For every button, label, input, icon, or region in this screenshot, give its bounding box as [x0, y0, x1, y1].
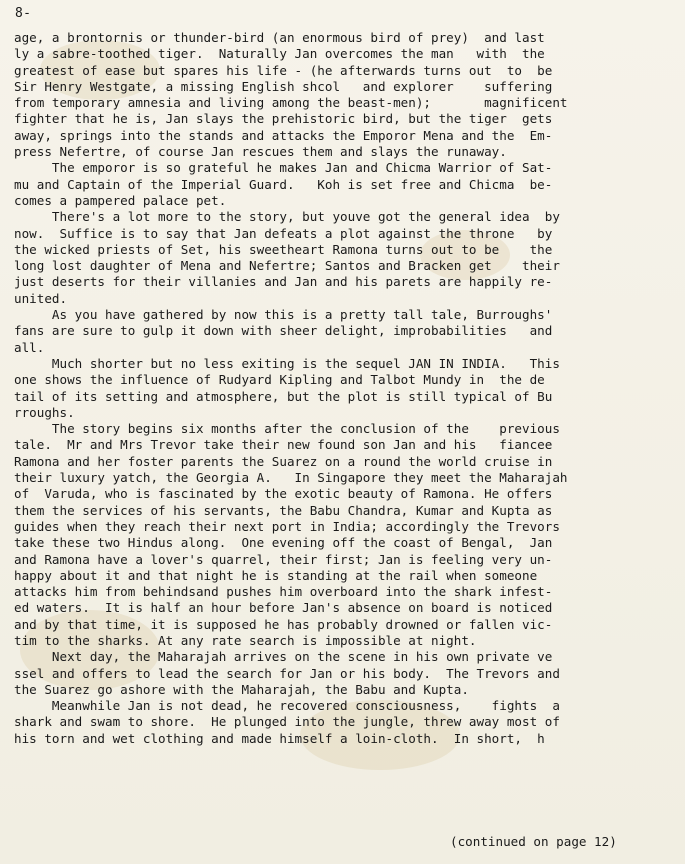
text-line: guides when they reach their next port in India; accordingly the Trevors	[14, 518, 560, 534]
text-line: Much shorter but no less exiting is the sequel JAN IN INDIA. This	[14, 355, 560, 371]
text-line: take these two Hindus along. One evening off the coast of Bengal, Jan	[14, 535, 553, 551]
text-line: of Varuda, who is fascinated by the exotic beauty of Ramona. He offers	[14, 486, 553, 502]
text-line: tale. Mr and Mrs Trevor take their new found son Jan and his fiancee	[14, 437, 553, 453]
text-line: There's a lot more to the story, but youve got the general idea by	[14, 209, 560, 225]
text-line: Ramona and her foster parents the Suarez on a round the world cruise in	[14, 453, 553, 469]
text-line: comes a pampered palace pet.	[14, 192, 227, 208]
text-line: from temporary amnesia and living among the beast-men); magnificent	[14, 95, 568, 111]
text-line: age, a brontornis or thunder-bird (an enormous bird of prey) and last	[14, 30, 545, 45]
text-line: attacks him from behindsand pushes him overboard into the shark infest-	[14, 584, 553, 600]
text-line: the Suarez go ashore with the Maharajah, the Babu and Kupta.	[14, 681, 469, 697]
text-line: Next day, the Maharajah arrives on the scene in his own private ve	[14, 649, 553, 665]
text-line: tim to the sharks. At any rate search is impossible at night.	[14, 632, 477, 648]
text-line: The story begins six months after the conclusion of the previous	[14, 421, 560, 437]
text-line: Meanwhile Jan is not dead, he recovered consciousness, fights a	[14, 698, 560, 714]
text-line: The emporor is so grateful he makes Jan and Chicma Warrior of Sat-	[14, 160, 553, 176]
text-line: them the services of his servants, the Babu Chandra, Kumar and Kupta as	[14, 502, 553, 518]
text-line: happy about it and that night he is standing at the rail when someone	[14, 567, 538, 583]
text-line: and by that time, it is supposed he has probably drowned or fallen vic-	[14, 616, 553, 632]
text-line: rroughs.	[14, 404, 75, 420]
text-line: all.	[14, 339, 45, 355]
continued-note: (continued on page 12)	[450, 834, 617, 849]
text-line: and Ramona have a lover's quarrel, their first; Jan is feeling very un-	[14, 551, 553, 567]
text-line: now. Suffice is to say that Jan defeats a plot against the throne by	[14, 225, 553, 241]
text-line: fighter that he is, Jan slays the prehistoric bird, but the tiger gets	[14, 111, 553, 127]
text-line: mu and Captain of the Imperial Guard. Koh is set free and Chicma be-	[14, 176, 553, 192]
text-line: their luxury yatch, the Georgia A. In Singapore they meet the Maharajah	[14, 470, 568, 486]
page-number: 8-	[15, 6, 32, 21]
text-line: united.	[14, 290, 68, 306]
text-line: Sir Henry Westgate, a missing English shcol and explorer suffering	[14, 78, 553, 94]
text-line: the wicked priests of Set, his sweetheart Ramona turns out to be the	[14, 241, 553, 257]
text-line: fans are sure to gulp it down with sheer delight, improbabilities and	[14, 323, 553, 339]
text-line: ssel and offers to lead the search for Jan or his body. The Trevors and	[14, 665, 560, 681]
text-line: long lost daughter of Mena and Nefertre; Santos and Bracken get their	[14, 258, 560, 274]
text-line: away, springs into the stands and attacks the Emporor Mena and the Em-	[14, 127, 553, 143]
text-line: tail of its setting and atmosphere, but the plot is still typical of Bu	[14, 388, 553, 404]
text-line: shark and swam to shore. He plunged into the jungle, threw away most of	[14, 714, 560, 730]
text-line: greatest of ease but spares his life - (he afterwards turns out to be	[14, 62, 553, 78]
text-line: ed waters. It is half an hour before Jan's absence on board is noticed	[14, 600, 553, 616]
text-line: his torn and wet clothing and made himself a loin-cloth. In short, h	[14, 730, 545, 746]
text-line: press Nefertre, of course Jan rescues them and slays the runaway.	[14, 144, 507, 160]
text-line: ly a sabre-toothed tiger. Naturally Jan overcomes the man with the	[14, 46, 545, 62]
text-line: one shows the influence of Rudyard Kipling and Talbot Mundy in the de	[14, 372, 545, 388]
text-line: As you have gathered by now this is a pretty tall tale, Burroughs'	[14, 307, 553, 323]
text-line: just deserts for their villanies and Jan and his parets are happily re-	[14, 274, 553, 290]
body-text	[14, 30, 679, 747]
